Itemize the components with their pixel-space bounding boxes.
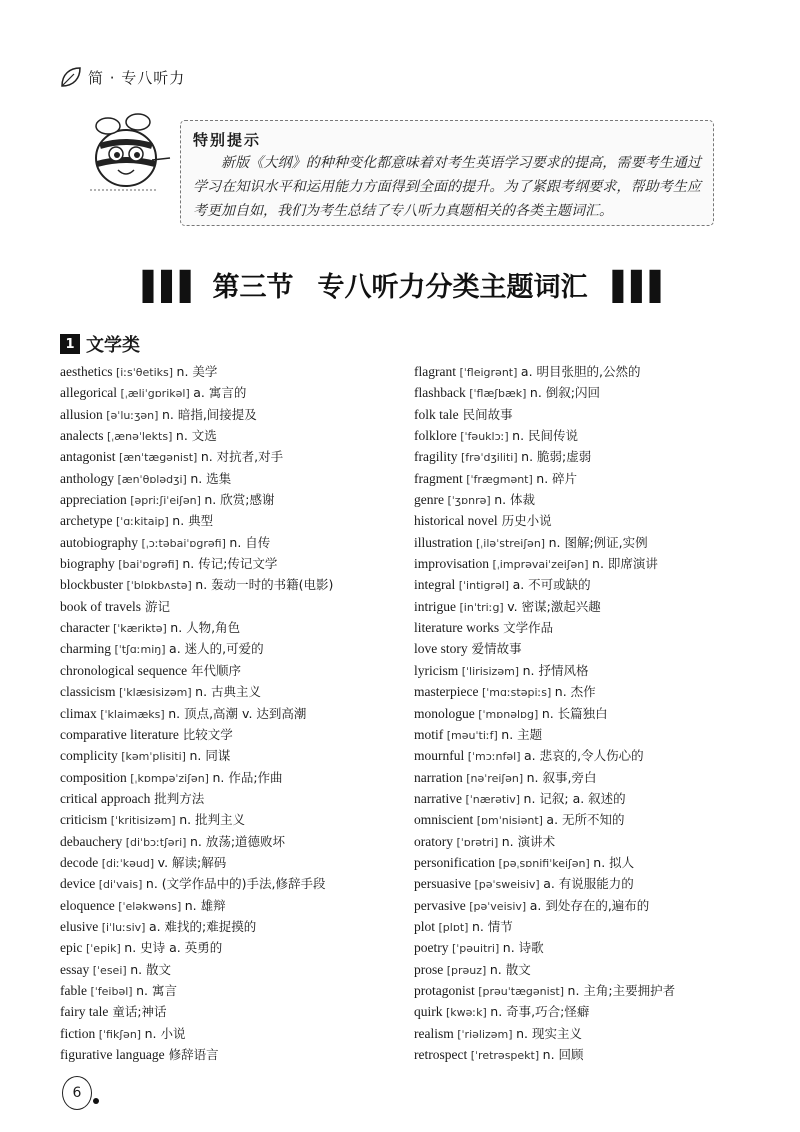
notice-title: 特别提示 (193, 131, 262, 149)
vocab-definition: n. 现实主义 (516, 1025, 582, 1041)
vocab-definition: n. 人物,角色 (170, 620, 241, 636)
vocab-word: protagonist (414, 982, 475, 998)
vocab-phonetic: [ˈmɔːnfəl] (464, 750, 524, 764)
vocab-entry (60, 404, 400, 425)
vocab-word: fable (60, 982, 87, 998)
vocab-phonetic: [əpriːʃiˈeiʃən] (126, 494, 205, 508)
vocab-word: debauchery (60, 833, 123, 849)
vocab-phonetic: [diːˈkəud] (98, 856, 158, 870)
vocab-definition: a. 迷人的,可爱的 (169, 641, 264, 657)
vocab-entry (414, 745, 754, 766)
vocab-word: decode (60, 854, 99, 870)
category-label: 文学类 (86, 335, 140, 356)
vocab-phonetic: [ˈkritisizəm] (107, 814, 180, 828)
vocab-phonetic: [ænˈtægənist] (115, 451, 201, 465)
vocab-definition: n. 雄辩 (184, 897, 226, 913)
vocab-entry (60, 617, 400, 638)
vocab-definition: n. 演讲术 (501, 833, 556, 849)
vocab-definition: n. 传记;传记文学 (182, 556, 278, 572)
vocab-phonetic: [kwəːk] (442, 1006, 491, 1020)
page-dot-icon (93, 1098, 99, 1104)
vocab-definition: n. 碎片 (536, 470, 578, 486)
vocab-phonetic: [pəˈsweisiv] (470, 878, 544, 892)
running-header (58, 62, 185, 92)
vocab-word: allegorical (60, 385, 117, 401)
vocab-definition: n. 暗指,间接提及 (161, 406, 257, 422)
vocab-phonetic: [frəˈdʒiliti] (457, 451, 522, 465)
vocab-entry (60, 382, 400, 403)
vocab-word: fairy tale (60, 1004, 109, 1020)
vocab-word: charming (60, 641, 111, 657)
vocab-entry (414, 468, 754, 489)
vocab-entry (414, 852, 754, 873)
vocab-phonetic: [ˌæliˈgɒrikəl] (116, 387, 194, 401)
vocab-entry (60, 767, 400, 788)
vocab-word: device (60, 876, 96, 892)
vocab-phonetic: [ˌkɒmpəˈziʃən] (126, 771, 213, 785)
right-bars-icon: ▐▐▐ (601, 270, 658, 303)
section-heading: 专八听力分类主题词汇 (317, 272, 588, 303)
vocab-phonetic: [ænˈθɒlədʒi] (114, 472, 191, 486)
vocab-phonetic: [kəmˈplisiti] (117, 750, 190, 764)
vocab-entry (60, 574, 400, 595)
section-number: 第三节 (212, 272, 294, 303)
vocab-word: masterpiece (414, 684, 479, 700)
vocab-word: literature works (414, 620, 500, 636)
vocab-word: omniscient (414, 812, 474, 828)
vocab-definition: 爱情故事 (467, 641, 522, 657)
vocab-word: blockbuster (60, 577, 123, 593)
vocab-definition: n. 拟人 (593, 854, 635, 870)
vocab-entry (60, 959, 400, 980)
category-heading (60, 331, 140, 357)
vocab-entry (60, 852, 400, 873)
vocab-entry (414, 574, 754, 595)
vocab-word: fiction (60, 1025, 96, 1041)
vocab-phonetic: [ɒmˈnisiənt] (473, 814, 547, 828)
vocab-entry (414, 532, 754, 553)
vocab-phonetic: [inˈtriːg] (456, 600, 508, 614)
vocab-word: lyricism (414, 662, 459, 678)
vocab-entry (414, 873, 754, 894)
vocab-entry (60, 510, 400, 531)
special-notice-box (180, 120, 714, 226)
vocab-phonetic: [diˈvais] (95, 878, 146, 892)
vocab-word: composition (60, 769, 127, 785)
vocab-definition: n. 欣赏;感谢 (204, 492, 275, 508)
vocab-phonetic: [ˈblɒkbʌstə] (123, 579, 196, 593)
leaf-icon (58, 64, 84, 90)
vocab-phonetic: [ˌimprəvaiˈzeiʃən] (489, 558, 593, 572)
vocab-definition: n. 同谋 (189, 748, 231, 764)
vocab-phonetic: [ˈesei] (89, 963, 131, 977)
vocab-definition: 童话;神话 (108, 1004, 167, 1020)
vocab-word: book of travels (60, 598, 141, 614)
vocab-definition: n. 长篇独白 (541, 705, 608, 721)
vocab-definition: n. (文学作品中的)手法,修辞手段 (145, 876, 326, 892)
vocab-phonetic: [ˈɒrətri] (452, 835, 502, 849)
vocab-entry (60, 980, 400, 1001)
header-text: 简 · 专八听力 (88, 68, 186, 87)
vocab-phonetic: [ˈklæsisizəm] (115, 686, 196, 700)
vocab-word: plot (414, 918, 436, 934)
vocab-phonetic: [ˈʒɒnrə] (443, 494, 495, 508)
vocab-entry (414, 489, 754, 510)
vocab-phonetic: [plɒt] (435, 920, 472, 934)
vocab-entry (60, 468, 400, 489)
vocab-entry (414, 681, 754, 702)
vocab-phonetic: [ˈfeibəl] (86, 984, 137, 998)
vocab-definition: n. 散文 (489, 961, 531, 977)
vocab-entry (414, 1044, 754, 1065)
vocab-word: autobiography (60, 534, 138, 550)
vocab-definition: n. 散文 (130, 961, 172, 977)
vocab-phonetic: [diˈbɔːtʃəri] (122, 835, 190, 849)
vocab-definition: n. 主角;主要拥护者 (567, 982, 676, 998)
vocab-entry (60, 703, 400, 724)
vocab-word: eloquence (60, 897, 115, 913)
vocab-entry (414, 980, 754, 1001)
vocab-definition: a. 到处存在的,遍布的 (529, 897, 650, 913)
vocab-definition: n. 图解;例证,实例 (548, 534, 648, 550)
vocab-word: poetry (414, 940, 449, 956)
vocab-phonetic: [iˈluːsiv] (98, 920, 149, 934)
vocab-phonetic: [ˈriəlizəm] (453, 1027, 517, 1041)
vocab-word: essay (60, 961, 90, 977)
vocab-word: fragility (414, 449, 458, 465)
vocab-phonetic: [ˈfrægmənt] (462, 472, 537, 486)
vocab-entry (60, 361, 400, 382)
vocab-definition: n. 杰作 (554, 684, 596, 700)
vocab-entry (414, 937, 754, 958)
vocab-phonetic: [ˈlirisizəm] (458, 664, 523, 678)
vocab-entry (414, 703, 754, 724)
vocab-entry (60, 681, 400, 702)
vocab-definition: a. 无所不知的 (546, 812, 625, 828)
vocab-word: genre (414, 492, 444, 508)
vocab-word: motif (414, 726, 444, 742)
vocab-entry (414, 617, 754, 638)
vocab-word: elusive (60, 918, 99, 934)
vocab-definition: a. 明目张胆的,公然的 (520, 364, 641, 379)
vocab-entry (60, 553, 400, 574)
vocab-definition: 民间故事 (458, 406, 513, 422)
vocab-definition: n. 奇事,巧合;怪癖 (490, 1004, 590, 1020)
vocab-phonetic: [ˈkæriktə] (109, 622, 171, 636)
vocab-word: biography (60, 556, 115, 572)
vocab-word: prose (414, 961, 444, 977)
vocab-phonetic: [ˈfəuklɔː] (456, 430, 513, 444)
vocab-phonetic: [ˈflæʃbæk] (465, 387, 530, 401)
vocab-definition: n. 对抗者,对手 (200, 449, 284, 465)
vocab-word: monologue (414, 705, 475, 721)
vocab-entry (414, 916, 754, 937)
vocab-phonetic: [prəuˈtægənist] (474, 984, 568, 998)
vocab-phonetic: [ˈklaimæks] (96, 707, 169, 721)
vocab-entry (60, 788, 400, 809)
vocab-definition: n. 自传 (229, 534, 271, 550)
vocab-entry (60, 937, 400, 958)
vocab-word: flagrant (414, 364, 456, 379)
vocab-phonetic: [pəˈveisiv] (465, 899, 530, 913)
vocab-word: criticism (60, 812, 108, 828)
vocab-definition: n. 情节 (471, 918, 513, 934)
vocab-definition: 文学作品 (499, 620, 554, 636)
vocab-phonetic: [ˈfleigrənt] (455, 366, 521, 379)
vocab-entry (60, 1044, 400, 1065)
vocab-definition: n. 史诗 a. 英勇的 (124, 940, 223, 956)
vocab-definition: 批判方法 (150, 790, 205, 806)
vocab-entry (60, 895, 400, 916)
vocab-definition: v. 解读;解码 (157, 854, 227, 870)
vocab-definition: n. 叙事,旁白 (526, 769, 597, 785)
vocab-definition: n. 古典主义 (195, 684, 262, 700)
vocab-definition: 历史小说 (497, 513, 552, 529)
vocab-entry (414, 596, 754, 617)
vocab-definition: n. 美学 (176, 364, 218, 379)
vocab-definition: n. 作品;作曲 (212, 769, 283, 785)
vocab-word: critical approach (60, 790, 151, 806)
vocab-word: illustration (414, 534, 473, 550)
vocab-definition: n. 记叙; a. 叙述的 (523, 790, 626, 806)
vocab-entry (60, 873, 400, 894)
page-number: 6 (62, 1076, 92, 1110)
vocab-word: narration (414, 769, 463, 785)
vocab-phonetic: [ˈepik] (82, 942, 125, 956)
vocab-phonetic: [ˈmɑːstəpiːs] (478, 686, 555, 700)
vocab-entry (414, 553, 754, 574)
vocab-word: mournful (414, 748, 465, 764)
vocab-phonetic: [ˈpəuitri] (448, 942, 503, 956)
vocab-phonetic: [ˌænəˈlekts] (103, 430, 176, 444)
vocab-definition: n. 主题 (501, 726, 543, 742)
vocab-entry (414, 767, 754, 788)
vocab-word: persuasive (414, 876, 471, 892)
vocab-word: figurative language (60, 1047, 165, 1062)
vocab-entry (60, 596, 400, 617)
vocab-word: antagonist (60, 449, 116, 465)
vocab-entry (414, 788, 754, 809)
vocab-phonetic: [prəuz] (443, 963, 490, 977)
notice-body: 新版《大纲》的种种变化都意味着对考生英语学习要求的提高，需要考生通过学习在知识水平和运用能力方面得到全面的提升。为了紧跟考纲要求，帮助考生应考更加自如，我们为考生总结了专八听力真题相关的各类主题词汇。 (193, 155, 701, 219)
vocab-definition: n. 放荡;道德败坏 (189, 833, 286, 849)
vocab-word: folk tale (414, 406, 459, 422)
vocab-definition: n. 民间传说 (512, 428, 579, 444)
vocab-word: oratory (414, 833, 453, 849)
vocab-word: epic (60, 940, 83, 956)
vocab-word: aesthetics (60, 364, 113, 379)
vocab-entry (414, 1023, 754, 1044)
vocab-entry (414, 809, 754, 830)
vocab-word: appreciation (60, 492, 127, 508)
left-bars-icon: ▌▌▌ (142, 270, 199, 303)
vocab-column-left (60, 361, 400, 1065)
vocab-word: intrigue (414, 598, 456, 614)
vocab-entry (414, 510, 754, 531)
vocab-definition: 修辞语言 (164, 1047, 219, 1062)
vocab-phonetic: [ˌiləˈstreiʃən] (472, 536, 549, 550)
vocab-word: climax (60, 705, 97, 721)
vocab-entry (60, 724, 400, 745)
vocab-word: chronological sequence (60, 662, 188, 678)
vocab-entry (60, 638, 400, 659)
vocab-word: improvisation (414, 556, 489, 572)
vocab-entry (60, 446, 400, 467)
vocab-word: analects (60, 428, 104, 444)
vocab-word: integral (414, 577, 456, 593)
vocab-phonetic: [əˈluːʒən] (102, 408, 162, 422)
vocab-word: classicism (60, 684, 116, 700)
vocab-word: narrative (414, 790, 462, 806)
section-title (0, 265, 800, 304)
vocab-definition: a. 有说服能力的 (543, 876, 634, 892)
vocab-phonetic: [ˈtʃɑːmiŋ] (110, 643, 170, 657)
vocab-word: historical novel (414, 513, 498, 529)
vocab-phonetic: [ˈmɒnəlɒg] (474, 707, 542, 721)
vocab-phonetic: [nəˈreiʃən] (462, 771, 527, 785)
vocab-word: realism (414, 1025, 454, 1041)
vocab-definition: n. 倒叙;闪回 (529, 385, 601, 401)
vocab-definition: n. 诗歌 (502, 940, 544, 956)
vocab-word: pervasive (414, 897, 466, 913)
vocab-word: retrospect (414, 1047, 468, 1062)
vocab-phonetic: [ˈretrəspekt] (467, 1049, 543, 1062)
vocab-entry (414, 831, 754, 852)
vocab-word: comparative literature (60, 726, 179, 742)
vocab-definition: a. 不可或缺的 (512, 577, 591, 593)
vocab-entry (414, 404, 754, 425)
vocab-entry (414, 425, 754, 446)
vocab-phonetic: [ˈɑːkitaip] (112, 515, 173, 529)
vocab-word: archetype (60, 513, 113, 529)
vocab-phonetic: [baiˈɒgrəfi] (114, 558, 183, 572)
vocab-entry (414, 959, 754, 980)
vocab-definition: n. 寓言 (136, 982, 177, 998)
vocab-word: quirk (414, 1004, 443, 1020)
vocab-phonetic: [iːsˈθetiks] (112, 366, 177, 379)
vocab-definition: n. 小说 (144, 1025, 186, 1041)
vocab-word: flashback (414, 385, 466, 401)
vocab-definition: n. 批判主义 (179, 812, 246, 828)
vocab-definition: n. 回顾 (542, 1047, 584, 1062)
vocab-definition: 游记 (140, 598, 170, 614)
vocab-word: personification (414, 854, 495, 870)
vocab-definition: 年代顺序 (187, 662, 242, 678)
vocab-definition: n. 轰动一时的书籍(电影) (195, 577, 334, 593)
vocab-entry (60, 831, 400, 852)
vocab-phonetic: [məuˈtiːf] (443, 728, 502, 742)
vocab-definition: n. 抒情风格 (522, 662, 589, 678)
vocab-entry (414, 895, 754, 916)
vocab-word: character (60, 620, 110, 636)
vocab-phonetic: [pəˌsɒnifiˈkeiʃən] (494, 856, 594, 870)
vocab-word: love story (414, 641, 468, 657)
vocab-entry (414, 446, 754, 467)
vocab-definition: n. 脆弱;虚弱 (521, 449, 592, 465)
vocab-entry (60, 489, 400, 510)
vocab-definition: n. 顶点,高潮 v. 达到高潮 (168, 705, 307, 721)
vocab-phonetic: [ˈnærətiv] (461, 792, 524, 806)
vocab-word: anthology (60, 470, 114, 486)
vocab-entry (60, 1023, 400, 1044)
vocab-entry (414, 660, 754, 681)
vocab-phonetic: [ˈeləkwəns] (114, 899, 185, 913)
vocab-definition: a. 寓言的 (193, 385, 247, 401)
vocab-phonetic: [ˈintigrəl] (455, 579, 513, 593)
vocab-definition: n. 选集 (190, 470, 232, 486)
vocab-definition: n. 典型 (172, 513, 214, 529)
vocab-definition: n. 文选 (175, 428, 217, 444)
vocab-entry (60, 425, 400, 446)
vocab-entry (414, 638, 754, 659)
vocab-entry (60, 745, 400, 766)
vocab-word: complicity (60, 748, 118, 764)
vocab-entry (60, 1001, 400, 1022)
vocab-entry (414, 1001, 754, 1022)
vocab-word: allusion (60, 406, 103, 422)
vocab-word: folklore (414, 428, 457, 444)
vocab-entry (414, 382, 754, 403)
vocab-definition: n. 体裁 (494, 492, 536, 508)
vocab-word: fragment (414, 470, 463, 486)
vocab-definition: n. 即席演讲 (592, 556, 658, 572)
category-index: 1 (60, 334, 80, 354)
vocab-entry (60, 809, 400, 830)
vocab-definition: v. 密谋;激起兴趣 (507, 598, 601, 614)
vocab-definition: a. 难找的;难捉摸的 (148, 918, 257, 934)
vocab-definition: a. 悲哀的,令人伤心的 (523, 748, 644, 764)
vocab-entry (60, 916, 400, 937)
vocab-entry (60, 660, 400, 681)
vocab-definition: 比较文学 (178, 726, 233, 742)
vocab-phonetic: [ˌɔːtəbaiˈɒgrəfi] (137, 536, 230, 550)
vocab-column-right (414, 361, 754, 1065)
vocab-entry (60, 532, 400, 553)
vocab-entry (414, 724, 754, 745)
vocab-entry (414, 361, 754, 382)
vocab-phonetic: [ˈfikʃən] (95, 1027, 145, 1041)
